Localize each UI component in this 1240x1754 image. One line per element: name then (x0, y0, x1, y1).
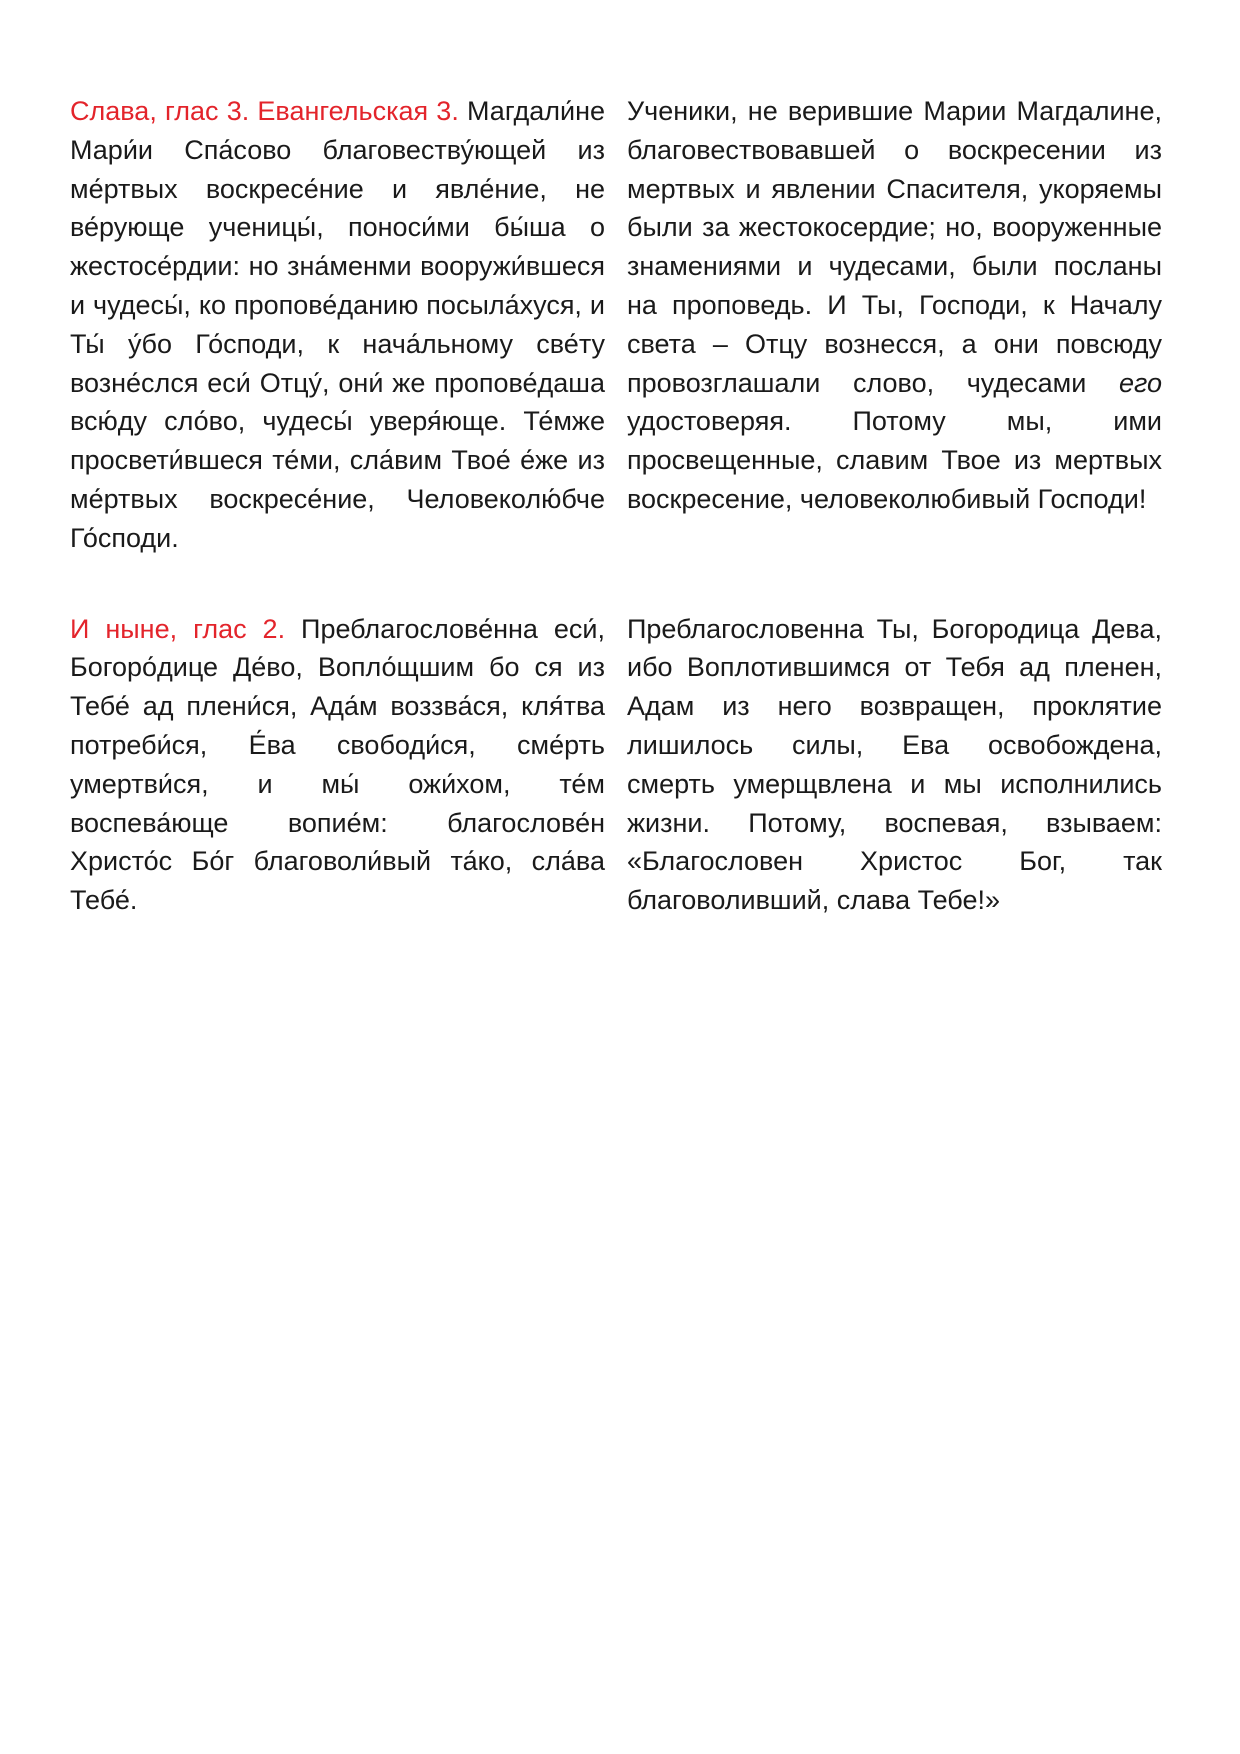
russian-column (627, 610, 1162, 920)
section-gospel-sticheron (70, 92, 1170, 558)
slavonic-column (70, 92, 605, 558)
parallel-text-page (70, 92, 1170, 972)
slavonic-text: Магдали́не Мари́и Спа́сово благовеству́ющей из ме́ртвых воскресе́ние и явле́ние, не ве́рующе ученицы́, поноси́ми бы́ша о жестосе́рдии: но зна́менми вооружи́вшеся и чудесы́, ко пропове́данию посыла́хуся, и Ты́ у́бо Го́споди, к нача́льному све́ту возне́слся еси́ Отцу́, они́ же пропове́даша всю́ду сло́во, чудесы́ уверя́юще. Те́мже просвети́вшеся те́ми, сла́вим Твое́ е́же из ме́ртвых воскресе́ние, Человеколю́бче Го́споди. (70, 96, 605, 553)
slavonic-text: Преблагослове́нна еси́, Богоро́дице Де́во, Вопло́щшим бо ся из Тебе́ ад плени́ся, Ада́м воззва́ся, кля́тва потреби́ся, Е́ва свободи́ся, сме́рть умертви́ся, и мы́ ожи́хом, те́м воспева́юще вопие́м: благослове́н Христо́с Бо́г благоволи́вый та́ко, сла́ва Тебе́. (70, 613, 606, 916)
slavonic-column (70, 610, 605, 920)
russian-italic-word: его (1118, 367, 1162, 398)
russian-text-continued: удостоверяя. Потому мы, ими просвещенные, славим Твое из мертвых воскресение, человеколюбивый Господи! (627, 406, 1162, 514)
russian-column (627, 92, 1162, 558)
rubric-label: И ныне, глас 2. (70, 613, 286, 644)
russian-text: Преблагословенна Ты, Богородица Дева, ибо Воплотившимся от Тебя ад пленен, Адам из него возвращен, проклятие лишилось силы, Ева освобождена, смерть умерщвлена и мы исполнились жизни. Потому, воспевая, взываем: «Благословен Христос Бог, так благоволивший, слава Тебе!» (627, 613, 1162, 916)
rubric-label: Слава, глас 3. Евангельская 3. (70, 96, 459, 126)
russian-text: Ученики, не верившие Марии Магдалине, благовествовавшей о воскресении из мертвых и явлении Спасителя, укоряемы были за жестокосердие; но, вооруженные знамениями и чудесами, были посланы на проповедь. И Ты, Господи, к Началу света – Отцу вознесся, а они повсюду провозглашали слово, чудесами (627, 96, 1162, 398)
section-theotokion (70, 610, 1170, 920)
